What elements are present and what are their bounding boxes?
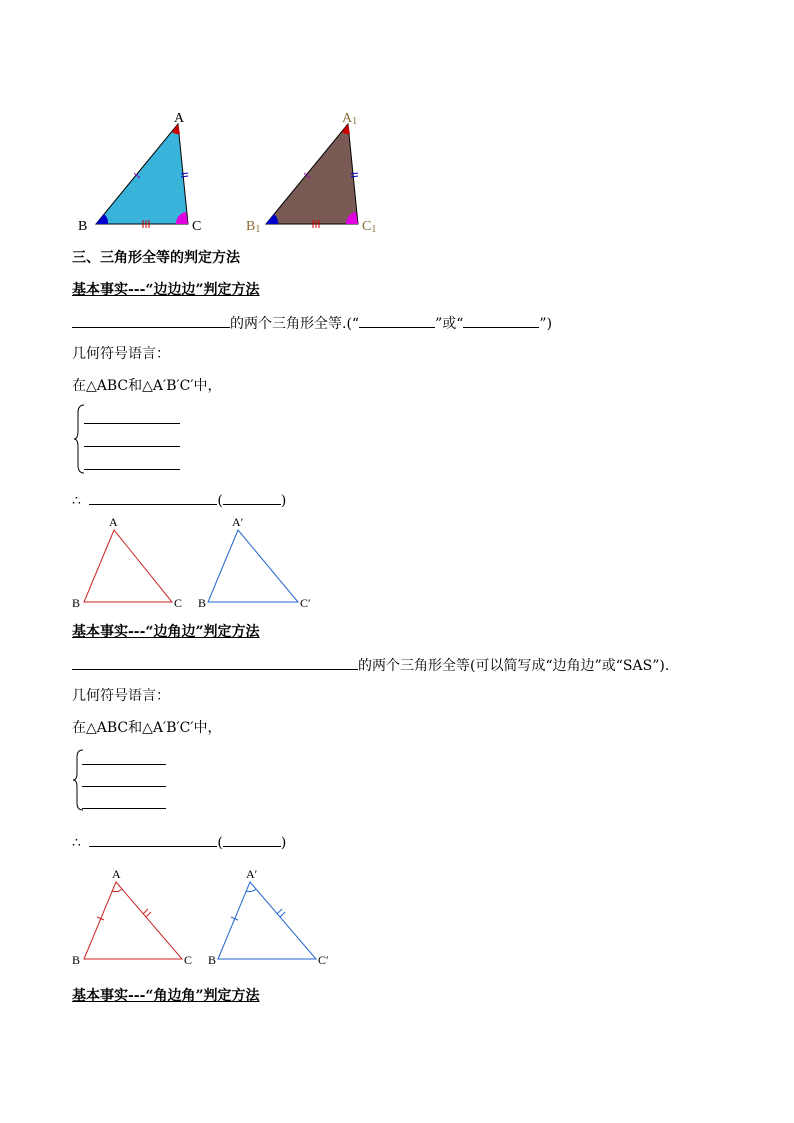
fig3-label-b: B — [72, 953, 81, 967]
sas-condition-line-3[interactable] — [82, 808, 166, 809]
sas-symbol-language: 几何符号语言： — [72, 688, 170, 704]
figure-sss-triangles — [66, 512, 326, 612]
figure-sas-triangles — [66, 864, 346, 968]
fig3-label-c-prime: C′ — [318, 953, 329, 967]
sss-in-triangles: 在△ABC和△A′B′C′中， — [72, 378, 222, 394]
fig2-label-b: B — [72, 596, 81, 610]
figure-colored-triangles — [60, 100, 400, 240]
fig2-label-c: C — [174, 596, 183, 610]
sas-reason-blank[interactable] — [223, 832, 281, 847]
sas-in-triangles: 在△ABC和△A′B′C′中， — [72, 720, 222, 736]
sss-conclusion: ∴ ( ) — [72, 490, 286, 510]
sas-condition-line-1[interactable] — [82, 764, 166, 765]
sss-description: 的两个三角形全等.(“ ”或“ ”) — [72, 313, 552, 333]
triangle-a1b1c1-filled — [266, 124, 358, 224]
label-c: C — [192, 219, 202, 234]
fig3-label-a-prime: A′ — [246, 867, 258, 881]
sss-condition-line-2[interactable] — [84, 446, 180, 447]
asa-title: 基本事实---“角边角”判定方法 — [72, 988, 260, 1004]
sas-title: 基本事实---“边角边”判定方法 — [72, 624, 260, 640]
triangle-abc-filled — [96, 124, 188, 224]
fig3-label-c: C — [184, 953, 193, 967]
sss-symbol-language: 几何符号语言： — [72, 346, 170, 362]
sas-brace-icon — [72, 748, 86, 812]
section-heading: 三、三角形全等的判定方法 — [72, 250, 240, 266]
label-c1: C1 — [362, 219, 377, 235]
fig3-label-b-prime: B — [208, 953, 217, 967]
sss-conclusion-blank[interactable] — [89, 490, 217, 505]
label-a1: A1 — [342, 111, 358, 127]
sss-title: 基本事实---“边边边”判定方法 — [72, 282, 260, 298]
sss-condition-line-3[interactable] — [84, 469, 180, 470]
fig3-label-a: A — [112, 867, 121, 881]
sss-brace-icon — [72, 403, 88, 475]
sas-conclusion-blank[interactable] — [89, 832, 217, 847]
label-a: A — [174, 111, 185, 126]
sss-condition-line-1[interactable] — [84, 423, 180, 424]
sas-conclusion: ∴ ( ) — [72, 832, 286, 852]
sss-blank-condition[interactable] — [72, 313, 230, 328]
sss-reason-blank[interactable] — [223, 490, 281, 505]
fig2-label-c-prime: C′ — [300, 596, 311, 610]
fig2-label-a-prime: A′ — [232, 515, 244, 529]
sas-description: 的两个三角形全等(可以简写成“边角边”或“SAS”). — [72, 655, 669, 675]
sas-condition-line-2[interactable] — [82, 786, 166, 787]
sss-blank-abbr[interactable] — [463, 313, 539, 328]
label-b: B — [78, 219, 88, 234]
sss-blank-name[interactable] — [359, 313, 435, 328]
fig2-label-a: A — [109, 515, 118, 529]
label-b1: B1 — [246, 219, 261, 235]
fig2-label-b-prime: B — [198, 596, 207, 610]
sas-blank-condition[interactable] — [72, 655, 358, 670]
